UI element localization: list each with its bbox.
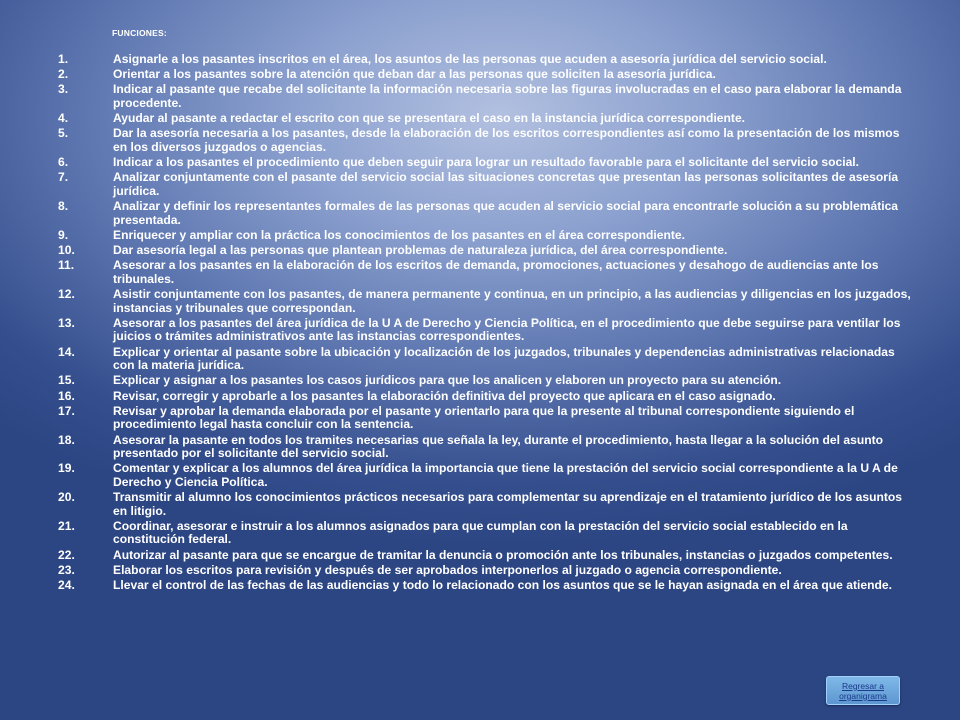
function-item bbox=[56, 491, 912, 518]
function-item-number: 5. bbox=[58, 126, 69, 141]
function-item bbox=[56, 68, 912, 82]
function-item-text: Asignarle a los pasantes inscritos en el área, los asuntos de las personas que acuden a asesoría jurídica del servicio social. bbox=[113, 52, 827, 66]
function-item-number: 14. bbox=[58, 344, 75, 359]
function-item-number: 1. bbox=[58, 52, 69, 66]
function-item-number: 17. bbox=[58, 403, 75, 418]
function-item-number: 20. bbox=[58, 490, 75, 505]
function-item-text: Explicar y orientar al pasante sobre la ubicación y localización de los juzgados, tribunales y dependencias administrativas relacionadas con la materia jurídica. bbox=[113, 344, 895, 373]
function-item-number: 3. bbox=[58, 82, 69, 97]
function-item-text: Analizar conjuntamente con el pasante del servicio social las situaciones concretas que presentan las personas solicitantes de asesoría jurídica. bbox=[113, 170, 899, 198]
function-item-text: Asistir conjuntamente con los pasantes, de manera permanente y continua, en un principio, a las audiencias y diligencias en los juzgados, instancias y tribunales que correspondan. bbox=[113, 287, 911, 315]
function-item-text: Dar la asesoría necesaria a los pasantes, desde la elaboración de los escritos correspondientes así como la presentación de los mismos en los diversos juzgados o agencias. bbox=[113, 126, 900, 154]
function-item-number: 2. bbox=[58, 67, 69, 82]
function-item-text: Orientar a los pasantes sobre la atención que deban dar a las personas que soliciten la asesoría jurídica. bbox=[113, 67, 716, 82]
function-item-text: Enriquecer y ampliar con la práctica los conocimientos de los pasantes en el área correspondiente. bbox=[113, 227, 685, 242]
function-item-number: 15. bbox=[58, 373, 75, 388]
function-item-text: Dar asesoría legal a las personas que plantean problemas de naturaleza jurídica, del área correspondiente. bbox=[113, 243, 728, 258]
function-item-text: Asesorar a los pasantes del área jurídica de la U A de Derecho y Ciencia Política, en el procedimiento que debe seguirse para ventilar los juicios o trámites administrativos ante las instancias correspondientes. bbox=[113, 315, 901, 344]
function-item bbox=[56, 564, 912, 578]
function-item bbox=[56, 549, 912, 563]
function-item bbox=[56, 390, 912, 404]
slide-heading: FUNCIONES: bbox=[112, 28, 167, 38]
function-item-text: Revisar y aprobar la demanda elaborada por el pasante y orientarlo para que la presente al tribunal correspondiente siguiendo el procedimiento legal hasta concluir con la sentencia. bbox=[113, 403, 855, 432]
function-item bbox=[56, 156, 912, 170]
function-item-number: 10. bbox=[58, 243, 75, 258]
functions-list bbox=[56, 53, 912, 594]
function-item bbox=[56, 405, 912, 432]
function-item bbox=[56, 288, 912, 315]
function-item-text: Indicar al pasante que recabe del solicitante la información necesaria sobre las figuras involucradas en el caso para elaborar la demanda procedente. bbox=[113, 82, 902, 110]
function-item-number: 21. bbox=[58, 518, 75, 533]
function-item-text: Asesorar a los pasantes en la elaboración de los escritos de demanda, promociones, actuaciones y desahogo de audiencias ante los tribunales. bbox=[113, 258, 879, 286]
function-item-number: 16. bbox=[58, 388, 75, 403]
function-item-number: 24. bbox=[58, 578, 75, 593]
function-item-text: Ayudar al pasante a redactar el escrito con que se presentara el caso en la instancia jurídica correspondiente. bbox=[113, 111, 746, 126]
function-item-number: 11. bbox=[58, 258, 75, 273]
function-item-number: 23. bbox=[58, 562, 75, 577]
function-item-text: Comentar y explicar a los alumnos del área jurídica la importancia que tiene la prestación del servicio social correspondiente a la U A de Derecho y Ciencia Política. bbox=[113, 461, 898, 489]
function-item-number: 9. bbox=[58, 227, 69, 242]
function-item-number: 6. bbox=[58, 155, 69, 170]
function-item-number: 7. bbox=[58, 170, 69, 185]
function-item-text: Revisar, corregir y aprobarle a los pasantes la elaboración definitiva del proyecto que aplicara en el caso asignado. bbox=[113, 388, 776, 403]
function-item bbox=[56, 317, 912, 344]
function-item-number: 22. bbox=[58, 547, 75, 562]
function-item-text: Explicar y asignar a los pasantes los casos jurídicos para que los analicen y elaboren un proyecto para su atención. bbox=[113, 373, 782, 388]
function-item-number: 12. bbox=[58, 287, 75, 302]
function-item-number: 19. bbox=[58, 461, 75, 476]
function-item-text: Llevar el control de las fechas de las audiencias y todo lo relacionado con los asuntos que se le hayan asignada en el área que atiende. bbox=[113, 578, 892, 593]
function-item bbox=[56, 462, 912, 489]
function-item-text: Elaborar los escritos para revisión y después de ser aprobados interponerlos al juzgado o agencia correspondiente. bbox=[113, 562, 782, 577]
function-item-text: Indicar a los pasantes el procedimiento que deben seguir para lograr un resultado favorable para el solicitante del servicio social. bbox=[113, 155, 860, 170]
function-item bbox=[56, 244, 912, 258]
function-item bbox=[56, 259, 912, 286]
function-item bbox=[56, 579, 912, 593]
function-item bbox=[56, 112, 912, 126]
function-item-text: Transmitir al alumno los conocimientos prácticos necesarios para complementar su aprendizaje en el tratamiento jurídico de los asuntos en litigio. bbox=[113, 490, 903, 518]
function-item-number: 13. bbox=[58, 315, 75, 330]
function-item bbox=[56, 200, 912, 227]
back-to-organigram-button[interactable]: Regresar a organigrama bbox=[826, 676, 900, 705]
function-item-text: Asesorar la pasante en todos los tramites necesarias que señala la ley, durante el procedimiento, hasta llegar a la solución del asunto presentado por el solicitante del servicio social. bbox=[113, 432, 884, 461]
function-item bbox=[56, 171, 912, 198]
function-item-number: 18. bbox=[58, 432, 75, 447]
function-item-number: 8. bbox=[58, 199, 69, 214]
function-item bbox=[56, 520, 912, 547]
function-item bbox=[56, 83, 912, 110]
function-item bbox=[56, 229, 912, 243]
function-item-number: 4. bbox=[58, 111, 69, 126]
function-item bbox=[56, 374, 912, 388]
function-item-text: Autorizar al pasante para que se encargue de tramitar la denuncia o promoción ante los tribunales, instancias o juzgados competentes. bbox=[113, 547, 893, 562]
function-item-text: Coordinar, asesorar e instruir a los alumnos asignados para que cumplan con la prestación del servicio social establecido en la constitución federal. bbox=[113, 518, 848, 547]
function-item bbox=[56, 346, 912, 373]
function-item bbox=[56, 127, 912, 154]
function-item bbox=[56, 53, 912, 67]
function-item-text: Analizar y definir los representantes formales de las personas que acuden al servicio social para encontrarle solución a su problemática presentada. bbox=[113, 199, 899, 227]
function-item bbox=[56, 434, 912, 461]
